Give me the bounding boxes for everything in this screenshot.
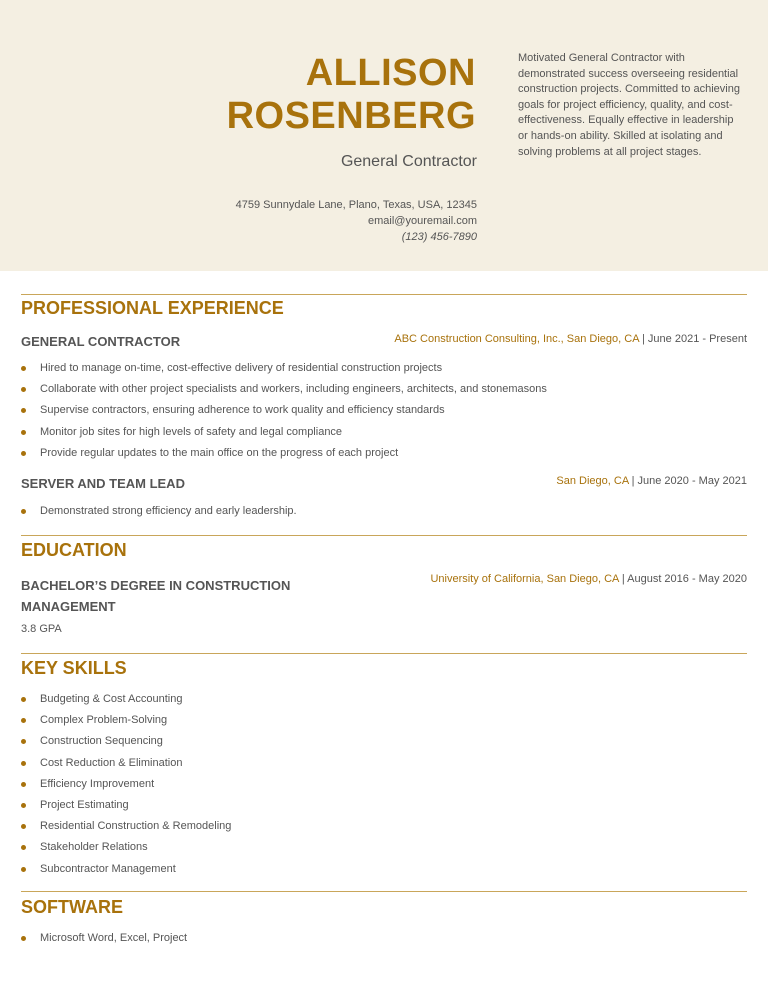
job-meta xyxy=(556,475,747,487)
section-divider xyxy=(21,891,747,892)
bullet-icon xyxy=(21,408,26,413)
job-title: GENERAL CONTRACTOR xyxy=(21,334,181,349)
contact-info xyxy=(236,197,477,245)
bullet-icon xyxy=(21,761,26,766)
bullet-icon xyxy=(21,718,26,723)
education-meta xyxy=(430,573,747,585)
applicant-name xyxy=(227,52,476,138)
bullet-icon xyxy=(21,509,26,514)
school-name: University of California, San Diego, CA xyxy=(430,573,619,585)
bullet-icon xyxy=(21,387,26,392)
list-item: Budgeting & Cost Accounting xyxy=(21,692,231,713)
job-org: ABC Construction Consulting, Inc., San Diego, CA xyxy=(394,333,639,345)
list-item: Microsoft Word, Excel, Project xyxy=(21,931,187,952)
section-title-software: SOFTWARE xyxy=(21,897,123,917)
education-dates: | August 2016 - May 2020 xyxy=(621,573,747,585)
job-bullets xyxy=(21,504,297,525)
gpa: 3.8 GPA xyxy=(21,623,62,635)
section-divider xyxy=(21,653,747,654)
bullet-icon xyxy=(21,697,26,702)
section-title-experience: PROFESSIONAL EXPERIENCE xyxy=(21,298,284,318)
bullet-icon xyxy=(21,782,26,787)
section-title-skills: KEY SKILLS xyxy=(21,658,127,678)
job-title: SERVER AND TEAM LEAD xyxy=(21,476,185,491)
job-role: General Contractor xyxy=(340,153,477,170)
bullet-icon xyxy=(21,936,26,941)
job-dates: | June 2021 - Present xyxy=(642,333,747,345)
bullet-icon xyxy=(21,824,26,829)
job-meta xyxy=(394,333,747,345)
phone: (123) 456-7890 xyxy=(401,231,477,243)
skills-list xyxy=(21,692,231,883)
software-list xyxy=(21,931,187,952)
list-item: Hired to manage on-time, cost-effective delivery of residential construction projects xyxy=(21,361,547,382)
bullet-icon xyxy=(21,451,26,456)
job-bullets xyxy=(21,361,547,467)
list-item: Efficiency Improvement xyxy=(21,777,231,798)
resume-header xyxy=(0,0,768,271)
list-item: Monitor job sites for high levels of safety and legal compliance xyxy=(21,425,547,446)
list-item: Stakeholder Relations xyxy=(21,840,231,861)
bullet-icon xyxy=(21,867,26,872)
name-last: ROSENBERG xyxy=(226,95,476,137)
name-first: ALLISON xyxy=(305,52,476,94)
bullet-icon xyxy=(21,366,26,371)
section-divider xyxy=(21,535,747,536)
bullet-icon xyxy=(21,739,26,744)
address: 4759 Sunnydale Lane, Plano, Texas, USA, 12345 xyxy=(235,199,477,211)
list-item: Supervise contractors, ensuring adherence to work quality and efficiency standards xyxy=(21,403,547,424)
list-item: Demonstrated strong efficiency and early leadership. xyxy=(21,504,297,525)
list-item: Construction Sequencing xyxy=(21,734,231,755)
list-item: Cost Reduction & Elimination xyxy=(21,756,231,777)
job-org: San Diego, CA xyxy=(556,475,629,487)
section-divider xyxy=(21,294,747,295)
bullet-icon xyxy=(21,803,26,808)
list-item: Residential Construction & Remodeling xyxy=(21,819,231,840)
summary: Motivated General Contractor with demonstrated success overseeing residential construction projects. Committed to achieving goals for project efficiency, quality, and cost-effectiveness. Equally effective in leadership or hands-on ability. Skilled at isolating and solving problems at all project stages. xyxy=(518,52,740,158)
list-item: Provide regular updates to the main office on the progress of each project xyxy=(21,446,547,467)
email: email@youremail.com xyxy=(368,215,477,227)
degree-title: BACHELOR’S DEGREE IN CONSTRUCTION MANAGEMENT xyxy=(21,578,291,614)
list-item: Subcontractor Management xyxy=(21,862,231,883)
list-item: Complex Problem-Solving xyxy=(21,713,231,734)
job-dates: | June 2020 - May 2021 xyxy=(631,475,747,487)
bullet-icon xyxy=(21,430,26,435)
list-item: Project Estimating xyxy=(21,798,231,819)
list-item: Collaborate with other project specialists and workers, including engineers, architects, and stonemasons xyxy=(21,382,547,403)
bullet-icon xyxy=(21,845,26,850)
section-title-education: EDUCATION xyxy=(21,540,127,560)
